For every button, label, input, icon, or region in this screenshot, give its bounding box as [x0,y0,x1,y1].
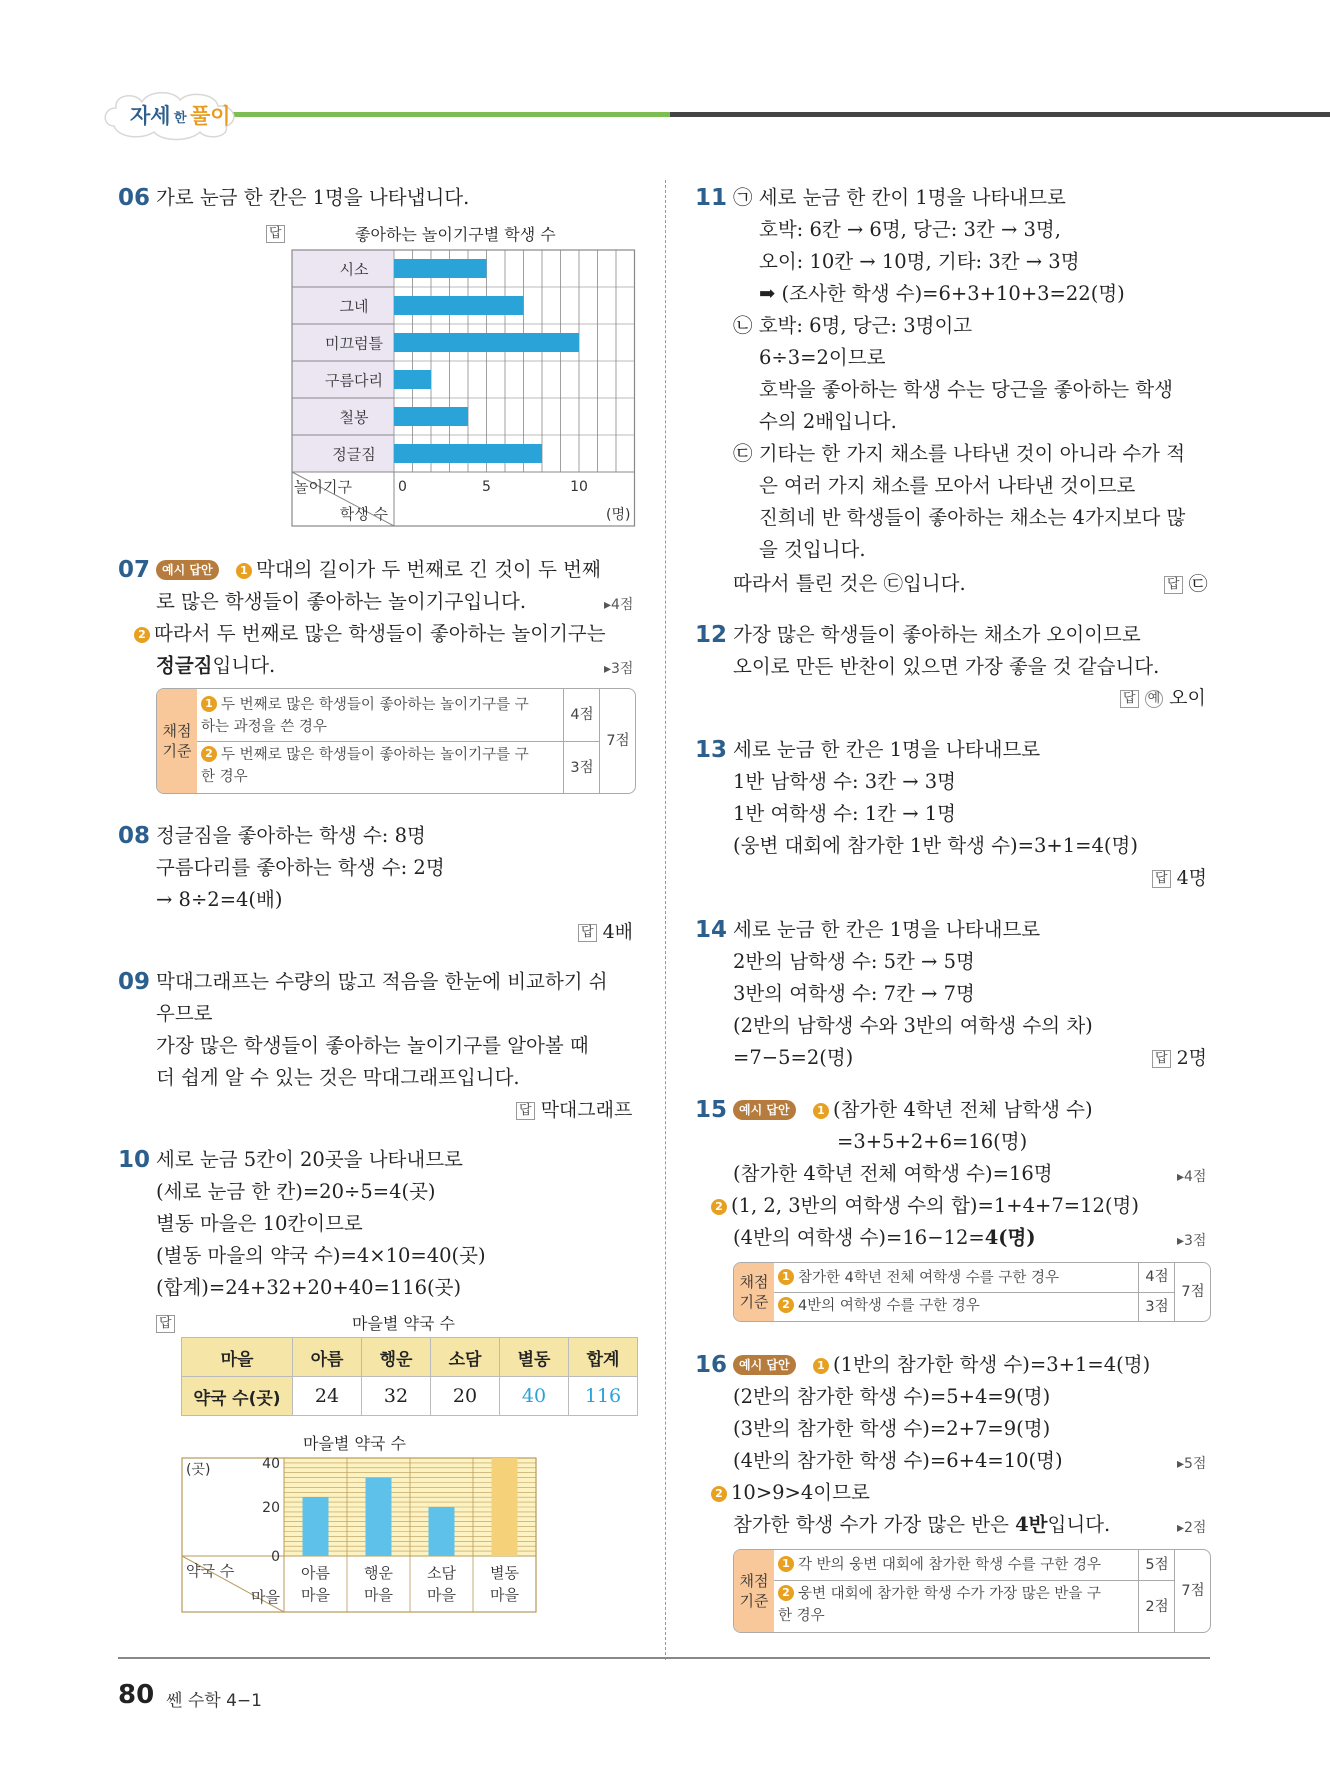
q12-answer: 답 예 오이 [1120,686,1206,710]
q08-line3: → 8÷2=4(배) [156,888,283,911]
table-cell: 20 [431,1377,500,1416]
q16-number: 16 [695,1352,728,1378]
step-1-icon: 1 [813,1358,829,1374]
category-label: 시소 [339,260,369,279]
q11-line2: 호박: 6칸 → 6명, 당근: 3칸 → 3명, [759,218,1061,241]
q08-answer: 답 4배 [578,920,633,944]
x-tick-label: 0 [398,479,407,495]
bar [394,407,468,426]
logo-text-3: 풀이 [190,104,231,128]
q15-example-badge: 예시 답안 [733,1100,796,1120]
table-cell: 24 [293,1377,362,1416]
bar [394,370,431,389]
x-tick-label: 10 [570,479,588,495]
q10-line4: (별동 마을의 약국 수)=4×10=40(곳) [156,1244,486,1267]
x-tick-label: 5 [482,479,491,495]
table-cell: 40 [500,1377,569,1416]
category-label: 별동 [490,1564,519,1582]
bar [492,1458,518,1556]
q07-number: 07 [118,557,151,583]
category-label: 마을 [301,1586,330,1604]
q15-number: 15 [695,1097,728,1123]
logo-text-1: 자세 [130,104,171,128]
q13-line1: 세로 눈금 한 칸은 1명을 나타내므로 [733,738,1041,761]
q06-line1: 가로 눈금 한 칸은 1명을 나타냅니다. [156,186,470,209]
category-label: 행운 [364,1564,393,1582]
category-label: 미끄럼틀 [325,334,383,353]
col-header-label: 학생 수 [339,505,388,523]
header-line-dark [670,112,1330,117]
table-header-row [182,1338,638,1377]
table-header-cell: 별동 [500,1338,569,1377]
q09-line1: 막대그래프는 수량의 많고 적음을 한눈에 비교하기 쉬 [156,970,608,993]
q14-line4: (2반의 남학생 수와 3반의 여학생 수의 차) [733,1014,1093,1037]
y-tick-label: 20 [262,1500,280,1516]
q16-points-1: ▸5점 [1177,1456,1207,1472]
q11-line9: ㉢ 기타는 한 가지 채소를 나타낸 것이 아니라 수가 적 [733,442,1186,465]
q10-line3: 별동 마을은 10칸이므로 [156,1212,363,1235]
q11-line1: ㉠ 세로 눈금 한 칸이 1명을 나타내므로 [733,186,1066,209]
q16-line1: 1 (1반의 참가한 학생 수)=3+1=4(명) [813,1353,1150,1377]
q15-points-2: ▸3점 [1177,1233,1207,1249]
q06-number: 06 [118,185,151,211]
q07-grading-box: 채점 기준 1 두 번째로 많은 학생들이 좋아하는 놀이기구를 구 하는 과정을 쓴 경우 2 두 번째로 많은 학생들이 좋아하는 놀이기구를 구 한 경우 4점 3점 7점 [156,688,636,794]
page-number: 80 [118,1680,155,1710]
q08-line1: 정글짐을 좋아하는 학생 수: 8명 [156,824,426,847]
q11-line6: 6÷3=2이므로 [759,346,886,369]
column-divider [665,180,666,1660]
q09-line3: 가장 많은 학생들이 좋아하는 놀이기구를 알아볼 때 [156,1034,589,1057]
grading-label: 채점 기준 [157,689,197,793]
category-label: 마을 [427,1586,456,1604]
q15-line5: (4반의 여학생 수)=16−12=4(명) [733,1226,1036,1249]
table-cell: 32 [362,1377,431,1416]
q16-example-badge: 예시 답안 [733,1355,796,1375]
q11-line13: 따라서 틀린 것은 ㉢입니다. [733,572,966,595]
q07-example-badge: 예시 답안 [156,560,219,580]
q14-line5: =7−5=2(명) [733,1046,854,1069]
q07-points-2: ▸3점 [604,661,634,677]
step-2-icon: 2 [711,1199,727,1215]
bar [303,1497,329,1556]
q09-answer: 답 막대그래프 [516,1098,632,1122]
bar [394,333,579,352]
q14-line1: 세로 눈금 한 칸은 1명을 나타내므로 [733,918,1041,941]
q06-chart-title: 좋아하는 놀이기구별 학생 수 [355,225,556,244]
q10-data-table [181,1337,638,1416]
col-header-label: 마을 [251,1588,280,1606]
q10-number: 10 [118,1147,151,1173]
q07-line3: 2 따라서 두 번째로 많은 학생들이 좋아하는 놀이기구는 [134,622,606,646]
q13-answer: 답 4명 [1152,866,1207,890]
q15-line1: 1 (참가한 4학년 전체 남학생 수) [813,1098,1093,1122]
q13-number: 13 [695,737,728,763]
q10-line2: (세로 눈금 한 칸)=20÷5=4(곳) [156,1180,436,1203]
q08-number: 08 [118,823,151,849]
q11-line12: 을 것입니다. [759,538,866,561]
q15-points-1: ▸4점 [1177,1169,1207,1185]
q15-grading-box: 채점 기준 1 참가한 4학년 전체 여학생 수를 구한 경우 2 4반의 여학생 수를 구한 경우 4점 3점 7점 [733,1262,1211,1322]
q10-answer-mark: 답 [156,1314,181,1333]
grading-label: 채점 기준 [734,1550,774,1632]
q11-line4: ➡ (조사한 학생 수)=6+3+10+3=22(명) [759,282,1125,305]
table-header-cell: 행운 [362,1338,431,1377]
unit-label: (곳) [186,1462,211,1478]
q16-line4: (4반의 참가한 학생 수)=6+4=10(명) [733,1449,1063,1472]
book-title: 쎈 수학 4−1 [166,1691,262,1711]
q11-line3: 오이: 10칸 → 10명, 기타: 3칸 → 3명 [759,250,1080,273]
category-label: 마을 [490,1586,519,1604]
q08-line2: 구름다리를 좋아하는 학생 수: 2명 [156,856,445,879]
unit-label: (명) [606,507,631,523]
q07-line4: 정글짐입니다. [156,654,276,677]
q12-line1: 가장 많은 학생들이 좋아하는 채소가 오이이므로 [733,623,1141,646]
q16-grading-box: 채점 기준 1 각 반의 웅변 대회에 참가한 학생 수를 구한 경우 2 웅변 대회에 참가한 학생 수가 가장 많은 반을 구 한 경우 5점 2점 7점 [733,1549,1211,1633]
bar [366,1478,392,1556]
q10-line1: 세로 눈금 5칸이 20곳을 나타내므로 [156,1148,463,1171]
category-label: 구름다리 [325,371,383,390]
q07-points-1: ▸4점 [604,597,634,613]
q11-line8: 수의 2배입니다. [759,410,897,433]
q11-line7: 호박을 좋아하는 학생 수는 당근을 좋아하는 학생 [759,378,1173,401]
bar [394,444,542,463]
y-tick-label: 40 [262,1456,280,1472]
q14-line3: 3반의 여학생 수: 7칸 → 7명 [733,982,975,1005]
q13-line3: 1반 여학생 수: 1칸 → 1명 [733,802,956,825]
table-row-label: 약국 수(곳) [182,1377,293,1416]
step-2-icon: 2 [711,1486,727,1502]
table-header-cell: 소담 [431,1338,500,1377]
q15-line2: =3+5+2+6=16(명) [837,1130,1028,1153]
step-1-icon: 1 [813,1103,829,1119]
bar [394,296,524,315]
y-tick-label: 0 [271,1549,280,1565]
q11-line10: 은 여러 가지 채소를 모아서 나타낸 것이므로 [759,474,1136,497]
grading-label: 채점 기준 [734,1263,774,1321]
q14-line2: 2반의 남학생 수: 5칸 → 5명 [733,950,975,973]
q11-line11: 진희네 반 학생들이 좋아하는 채소는 4가지보다 많 [759,506,1186,529]
category-label: 철봉 [339,408,369,427]
q06-bar-chart [290,248,640,528]
logo-text-2: 한 [174,111,187,126]
q10-line5: (합계)=24+32+20+40=116(곳) [156,1276,462,1299]
q10-bar-chart [180,1456,545,1631]
q16-points-2: ▸2점 [1177,1520,1207,1536]
q13-line2: 1반 남학생 수: 3칸 → 3명 [733,770,956,793]
q11-line5: ㉡ 호박: 6명, 당근: 3명이고 [733,314,973,337]
q16-line2: (2반의 참가한 학생 수)=5+4=9(명) [733,1385,1051,1408]
q14-number: 14 [695,917,728,943]
step-2-icon: 2 [134,627,150,643]
q16-line6: 참가한 학생 수가 가장 많은 반은 4반입니다. [733,1513,1111,1536]
table-cell: 116 [569,1377,638,1416]
bar [429,1507,455,1556]
bar [394,259,487,278]
header-line-green [220,112,670,117]
footer-line [118,1657,1210,1659]
q12-number: 12 [695,622,728,648]
q15-line3: (참가한 4학년 전체 여학생 수)=16명 [733,1162,1053,1185]
row-header-label: 놀이기구 [294,478,352,496]
category-label: 아름 [301,1564,330,1582]
table-header-cell: 아름 [293,1338,362,1377]
q11-number: 11 [695,185,728,211]
table-row [182,1377,638,1416]
section-logo [100,86,250,142]
category-label: 마을 [364,1586,393,1604]
q15-line4: 2 (1, 2, 3반의 여학생 수의 합)=1+4+7=12(명) [711,1194,1139,1218]
category-label: 그네 [339,297,369,316]
category-label: 정글짐 [332,445,376,464]
q06-answer-mark: 답 [266,224,291,243]
q14-answer: 답 2명 [1152,1046,1207,1070]
q12-line2: 오이로 만든 반찬이 있으면 가장 좋을 것 같습니다. [733,655,1160,678]
q16-line3: (3반의 참가한 학생 수)=2+7=9(명) [733,1417,1051,1440]
step-1-icon: 1 [236,563,252,579]
q09-line4: 더 쉽게 알 수 있는 것은 막대그래프입니다. [156,1066,520,1089]
table-header-cell: 마을 [182,1338,293,1377]
row-header-label: 약국 수 [186,1562,235,1580]
table-header-cell: 합계 [569,1338,638,1377]
q10-table-title: 마을별 약국 수 [352,1314,455,1333]
q11-answer: 답 ㉢ [1164,572,1208,596]
q07-line2: 로 많은 학생들이 좋아하는 놀이기구입니다. [156,590,527,613]
q07-line1: 1 막대의 길이가 두 번째로 긴 것이 두 번째 [236,558,601,582]
q16-line5: 2 10>9>4이므로 [711,1481,870,1505]
category-label: 소담 [427,1564,456,1582]
q10-chart-title: 마을별 약국 수 [303,1434,406,1453]
q09-number: 09 [118,969,151,995]
q13-line4: (웅변 대회에 참가한 1반 학생 수)=3+1=4(명) [733,834,1138,857]
q09-line2: 우므로 [156,1002,213,1025]
